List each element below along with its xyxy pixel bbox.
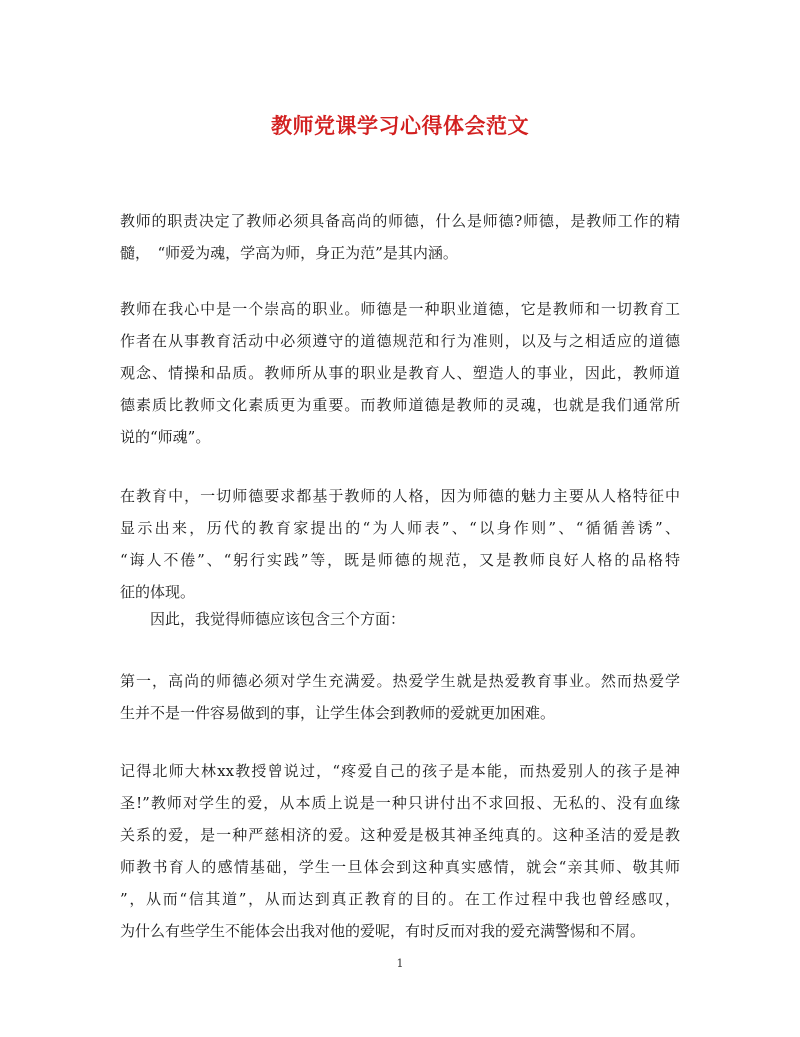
- paragraph-4: [120, 603, 710, 635]
- paragraph-line: 因此，我觉得师德应该包含三个方面：: [150, 610, 406, 628]
- paragraph-line: “诲人不倦”、“躬行实践”等，既是师德的规范，又是教师良好人格的品格特: [120, 551, 680, 569]
- paragraph-line: 观念、情操和品质。教师所从事的职业是教育人、塑造人的事业，因此，教师道: [120, 364, 680, 382]
- document-title: 教师党课学习心得体会范文: [271, 113, 529, 138]
- paragraph-line: 关系的爱，是一种严慈相济的爱。这种爱是极其神圣纯真的。这种圣洁的爱是教: [120, 826, 680, 844]
- paragraph-line: 为什么有些学生不能体会出我对他的爱呢，有时反而对我的爱充满警惕和不屑。: [120, 922, 646, 940]
- paragraph-line: 作者在从事教育活动中必须遵守的道德规范和行为准则，以及与之相适应的道德: [120, 332, 680, 350]
- paragraph-line: 记得北师大林xx教授曾说过，“疼爱自己的孩子是本能，而热爱别人的孩子是神: [120, 762, 680, 780]
- paragraph-line: 师教书育人的感情基础，学生一旦体会到这种真实感情，就会“亲其师、敬其师: [120, 858, 680, 876]
- paragraph-line: 征的体现。: [120, 583, 196, 601]
- paragraph-line: ”，从而“信其道”，从而达到真正教育的目的。在工作过程中我也曾经感叹，: [120, 890, 680, 908]
- paragraph-line: 生并不是一件容易做到的事，让学生体会到教师的爱就更加困难。: [120, 704, 556, 722]
- paragraph-line: 在教育中，一切师德要求都基于教师的人格，因为师德的魅力主要从人格特征中: [120, 487, 680, 505]
- paragraph-6: [120, 755, 680, 947]
- paragraph-line: 教师的职责决定了教师必须具备高尚的师德，什么是师德?师德，是教师工作的精: [120, 212, 680, 230]
- paragraph-line: 第一，高尚的师德必须对学生充满爱。热爱学生就是热爱教育事业。然而热爱学: [120, 672, 680, 690]
- paragraph-line: 圣!”教师对学生的爱，从本质上说是一种只讲付出不求回报、无私的、没有血缘: [120, 794, 680, 812]
- page-number: 1: [396, 957, 404, 970]
- paragraph-line: 德素质比教师文化素质更为重要。而教师道德是教师的灵魂，也就是我们通常所: [120, 396, 680, 414]
- paragraph-line: 说的“师魂”。: [120, 428, 211, 446]
- paragraph-3: [120, 480, 680, 608]
- paragraph-line: 显示出来，历代的教育家提出的“为人师表”、“以身作则”、“循循善诱”、: [120, 519, 680, 537]
- paragraph-2: [120, 293, 680, 453]
- paragraph-line: 教师在我心中是一个崇高的职业。师德是一种职业道德，它是教师和一切教育工: [120, 300, 680, 318]
- paragraph-line: 髓， “师爱为魂，学高为师，身正为范”是其内涵。: [120, 244, 458, 262]
- paragraph-5: [120, 665, 680, 729]
- paragraph-1: [120, 205, 680, 269]
